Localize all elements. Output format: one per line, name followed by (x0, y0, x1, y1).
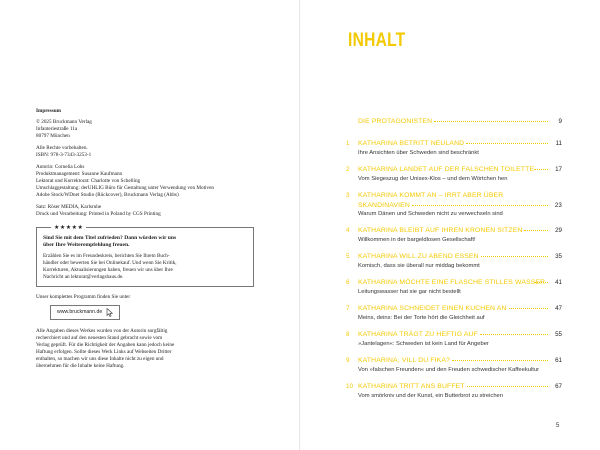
chapter-title[interactable]: KATHARINA MÖCHTE EINE FLASCHE STILLES WASSER (358, 279, 546, 286)
chapter-subtitle: Von »falschen Freunden« und den Freuden schwedischer Kaffeekultur (358, 367, 540, 373)
chapter-number: 2 (346, 166, 350, 173)
chapter-title[interactable]: DIE PROTAGONISTEN (358, 118, 433, 125)
isbn-line: ISBN: 978-3-7343-3253-1 (36, 152, 92, 158)
chapter-subtitle: Vom Siegeszug der Unisex-Klos – und dem Wörtchen hen (358, 176, 508, 182)
chapter-number: 9 (346, 357, 350, 364)
feedback-body-line: Korrekturen, Aktualisierungen haben, freuen wir uns über Ihre (43, 267, 173, 273)
toc-entry[interactable] (346, 140, 562, 157)
toc-entry[interactable] (346, 279, 562, 296)
production-line: Satz: Röser MEDIA, Karlsruhe (36, 204, 102, 210)
rights-line: Alle Rechte vorbehalten. (36, 145, 88, 151)
chapter-title[interactable]: KATHARINA TRÄGT ZU HEFTIG AUF (358, 331, 478, 338)
contents-title: INHALT (348, 30, 406, 51)
chapter-page: 17 (555, 166, 562, 173)
chapter-subtitle: Ihre Ansichten über Schweden sind beschränkt (358, 150, 479, 156)
credit-line: Produktmanagement: Susanne Kaufmann (36, 171, 123, 177)
chapter-page: 41 (555, 279, 562, 286)
address-line: Infanteriestraße 11a (36, 126, 78, 132)
chapter-title-continued-text: SKANDINAVIEN (358, 202, 410, 209)
chapter-title[interactable]: KATHARINA, VILL DU FIKA? (358, 357, 450, 364)
chapter-subtitle: Leitungswasser hat sie gar nicht bestellt (358, 289, 461, 295)
feedback-body (43, 253, 247, 281)
feedback-box (36, 224, 254, 287)
disclaimer-line: enthalten, so machen wir uns diese Inhalte nicht zu eigen und (36, 356, 164, 362)
feedback-body-line: händler oder bewerten Sie bei Onlinekauf. Und wenn Sie Kritik, (43, 260, 177, 266)
disclaimer-line: Haftung erfolgen. Sollte dieses Werk Links auf Webseiten Dritter (36, 349, 172, 355)
credit-line: Umschlaggestaltung: derUHLIG Büro für Gestaltung unter Verwendung von Motiven (36, 185, 214, 191)
toc-entry-row (346, 383, 562, 393)
toc-entry-row (346, 227, 562, 237)
credit-line: Lektorat und Korrektorat: Charlotte von Schelling (36, 178, 141, 184)
dot-leader (480, 334, 548, 335)
page-fold (299, 0, 300, 450)
dot-leader (524, 230, 548, 231)
chapter-title[interactable]: KATHARINA SCHNEIDET EINEN KUCHEN AN (358, 305, 507, 312)
toc-entry-row (346, 279, 562, 289)
copyright-line: © 2025 Bruckmann Verlag (36, 119, 92, 125)
chapter-page: 23 (554, 202, 562, 209)
dot-leader (534, 169, 548, 170)
imprint-heading: Impressum (36, 108, 61, 114)
credit-line: Autorin: Cornelia Lohs (36, 164, 85, 170)
chapter-title[interactable]: KATHARINA WILL ZU ABEND ESSEN (358, 253, 479, 260)
dot-leader (534, 282, 548, 283)
chapter-number: 6 (346, 279, 350, 286)
table-of-contents (346, 118, 562, 400)
chapter-title-continued[interactable] (346, 202, 562, 211)
credit-line: Adobe Stock/WDnet Studio (Rückcover), Bruckmann Verlag (Abbs) (36, 192, 179, 198)
chapter-subtitle: Warum Dänen und Schweden nicht zu verwechseln sind (358, 211, 503, 217)
toc-entry-row (346, 118, 562, 128)
feedback-question-line: Sind Sie mit dem Titel zufrieden? Dann würden wir uns (43, 235, 177, 241)
disclaimer-line: Verlag geprüft. Für die Richtigkeit der Angaben kann jedoch keine (36, 342, 175, 348)
toc-entry-row (346, 331, 562, 341)
dot-leader (509, 308, 548, 309)
website-url[interactable]: www.bruckmann.de (57, 309, 103, 315)
dot-leader (434, 121, 548, 122)
feedback-question-line: über Ihre Weiterempfehlung freuen. (43, 242, 130, 248)
chapter-title[interactable]: KATHARINA TRITT ANS BUFFET (358, 383, 465, 390)
credits-block (36, 164, 256, 199)
chapter-page: 47 (555, 305, 562, 312)
toc-entry[interactable] (346, 331, 562, 348)
feedback-body-line: Nachricht an lektorat@verlagshaus.de. (43, 274, 124, 280)
chapter-number: 10 (346, 383, 353, 390)
dot-leader (466, 143, 548, 144)
disclaimer-line: Alle Angaben dieses Werkes wurden von der Autorin sorgfältig (36, 328, 168, 334)
chapter-page: 35 (555, 253, 562, 260)
chapter-subtitle: Vom smörkniv und der Kunst, ein Butterbrot zu streichen (358, 393, 503, 399)
chapter-subtitle: Komisch, dass sie überall nur middag bekommt (358, 263, 480, 269)
imprint-page (36, 108, 256, 375)
mouse-pointer-icon (106, 308, 113, 317)
toc-entry[interactable] (346, 357, 562, 374)
chapter-page: 67 (555, 383, 562, 390)
toc-entry[interactable] (346, 305, 562, 322)
page-number: 5 (556, 423, 560, 429)
chapter-title[interactable]: KATHARINA KOMMT AN – IRRT ABER ÜBER (358, 192, 504, 199)
toc-entry-row (346, 140, 562, 150)
chapter-page: 11 (555, 140, 562, 147)
chapter-title[interactable]: KATHARINA BLEIBT AUF IHREN KRONEN SITZEN (358, 227, 523, 234)
toc-entry[interactable] (346, 118, 562, 128)
chapter-page: 29 (555, 227, 562, 234)
feedback-body-line: Erzählen Sie es im Freundeskreis, berichten Sie Ihrem Buch- (43, 253, 170, 259)
toc-entry[interactable] (346, 227, 562, 244)
dot-leader (467, 386, 548, 387)
program-note: Unser komplettes Programm finden Sie unter (36, 294, 131, 300)
production-line: Druck und Verarbeitung: Printed in Poland by CGS Printing (36, 211, 161, 217)
disclaimer-line: recherchiert und auf den neuesten Stand gebracht sowie vom (36, 335, 163, 341)
chapter-subtitle: Meins, deins: Bei der Torte hört die Gleichheit auf (358, 315, 485, 321)
toc-entry-row (346, 357, 562, 367)
chapter-page: 55 (555, 331, 562, 338)
chapter-subtitle: »Jantelagen«: Schweden ist kein Land für Angeber (358, 341, 489, 347)
toc-entry-row (346, 192, 562, 202)
chapter-title[interactable]: KATHARINA BETRITT NEULAND (358, 140, 465, 147)
rating-stars-icon: ★★★★★ (51, 224, 86, 231)
chapter-number: 8 (346, 331, 350, 338)
toc-entry[interactable] (346, 166, 562, 183)
chapter-number: 1 (346, 140, 350, 147)
dot-leader (412, 205, 548, 206)
chapter-number: 7 (346, 305, 350, 312)
copyright-block (36, 119, 256, 140)
dot-leader (452, 360, 548, 361)
chapter-number: 3 (346, 192, 350, 199)
toc-entry[interactable] (346, 253, 562, 270)
toc-entry-row (346, 305, 562, 315)
chapter-title[interactable]: KATHARINA LANDET AUF DER FALSCHEN TOILETTE (358, 166, 535, 173)
dot-leader (481, 256, 548, 257)
toc-entry-row (346, 253, 562, 263)
city-line: 80797 München (36, 133, 70, 139)
production-block (36, 204, 256, 218)
chapter-number: 4 (346, 227, 350, 234)
toc-entry-row (346, 166, 562, 176)
website-link[interactable] (50, 305, 120, 320)
toc-entry[interactable] (346, 192, 562, 218)
toc-entry[interactable] (346, 383, 562, 400)
chapter-page: 61 (555, 357, 562, 364)
chapter-subtitle: Willkommen in der bargeldlosen Gesellschaft! (358, 237, 476, 243)
chapter-page: 9 (558, 118, 562, 125)
chapter-number: 5 (346, 253, 350, 260)
rights-block (36, 145, 256, 159)
disclaimer-line: übernehmen für die Inhalte keine Haftung. (36, 363, 125, 369)
feedback-question (43, 235, 247, 249)
disclaimer-block (36, 328, 256, 370)
